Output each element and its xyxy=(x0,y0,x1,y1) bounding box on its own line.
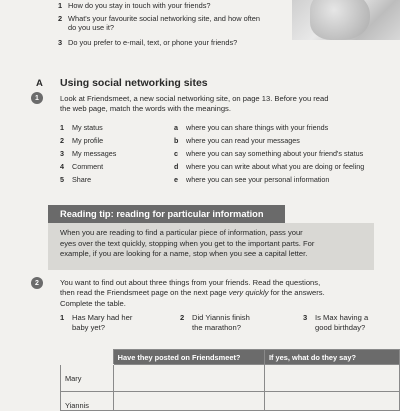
exercise-1-number: 1 xyxy=(31,92,43,104)
table-row-label: Mary xyxy=(61,365,114,392)
table-header-row xyxy=(61,350,400,365)
intro-question-3: 3 Do you prefer to e-mail, text, or phone your friends? xyxy=(58,38,238,47)
section-title: Using social networking sites xyxy=(60,77,208,89)
photo-image xyxy=(292,0,400,40)
exercise-2-instructions: You want to find out about three things from your friends. Read the questions, then read the Friendsmeet page on the next page very quickly for the answers. Complete the table. xyxy=(60,278,325,308)
table-header: If yes, what do they say? xyxy=(264,350,399,365)
reading-tip-heading: Reading tip: reading for particular information xyxy=(60,209,264,219)
answer-cell[interactable] xyxy=(113,392,264,411)
exercise-2-number: 2 xyxy=(31,277,43,289)
table-row xyxy=(61,365,400,392)
answer-cell[interactable] xyxy=(264,392,399,411)
table-row-label: Yiannis xyxy=(61,392,114,411)
answer-cell[interactable] xyxy=(113,365,264,392)
section-letter: A xyxy=(36,78,43,89)
answer-table xyxy=(60,349,400,411)
reading-tip-text: When you are reading to find a particular piece of information, pass your eyes over the text quickly, stopping when you get to the important parts. For example, if you are looking for a name, stop when you see a capital letter. xyxy=(60,228,315,259)
intro-question-2: 2 What's your favourite social networking site, and how often do you use it? xyxy=(58,14,261,32)
matching-list: 1 My status a where you can share things with your friends 2 My profile b where you can read your messages 3 My messages c where you can say something about your friend's status 4 Comment d where you can write about what you are doing or feeling 5 Share e where you can see your personal information xyxy=(60,123,365,184)
intro-question-1: 1 How do you stay in touch with your friends? xyxy=(58,1,211,10)
exercise-1-instructions: Look at Friendsmeet, a new social networking site, on page 13. Before you read the web page, match the words with the meanings. xyxy=(60,94,329,114)
answer-cell[interactable] xyxy=(264,365,399,392)
table-header: Have they posted on Friendsmeet? xyxy=(113,350,264,365)
table-corner-cell xyxy=(61,350,114,365)
table-row xyxy=(61,392,400,411)
